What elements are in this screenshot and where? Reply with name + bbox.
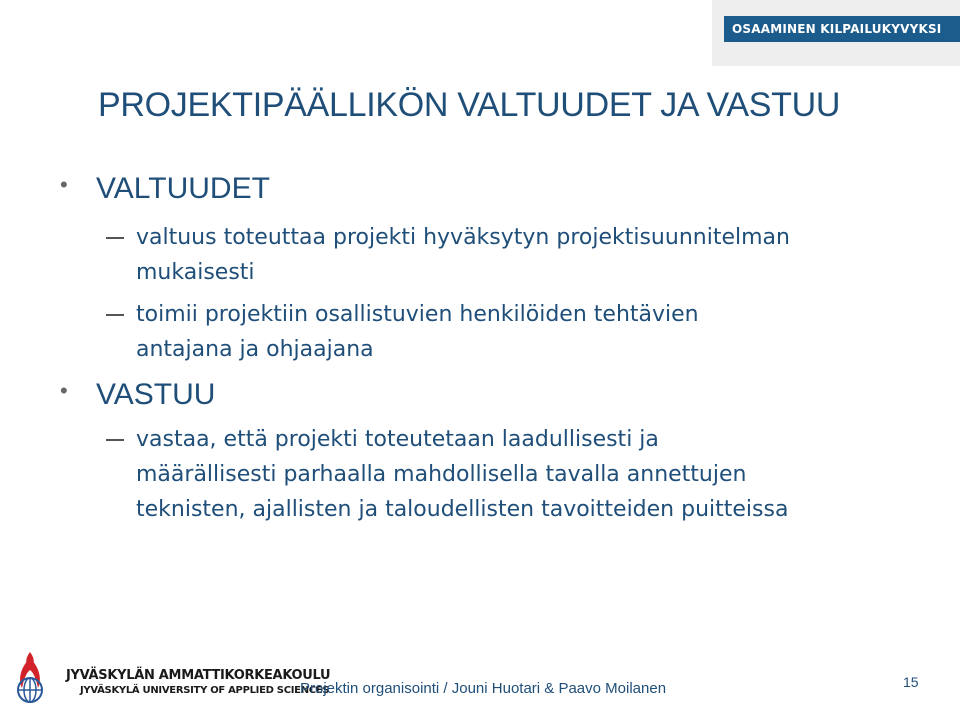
slide-title: PROJEKTIPÄÄLLIKÖN VALTUUDET JA VASTUU — [98, 86, 841, 124]
org-name: JYVÄSKYLÄN AMMATTIKORKEAKOULU — [66, 668, 331, 683]
dash-icon — [106, 237, 124, 239]
dash-icon — [106, 439, 124, 441]
sub-item — [136, 422, 926, 527]
sub-item-line: mukaisesti — [136, 260, 255, 285]
jamk-logo-icon — [10, 648, 50, 708]
bullet-icon: • — [60, 378, 68, 403]
page-number: 15 — [903, 674, 919, 690]
footer-text: Projektin organisointi / Jouni Huotari & Paavo Moilanen — [300, 680, 667, 697]
bullet-heading: VASTUU — [96, 378, 216, 411]
bullet-heading: VALTUUDET — [96, 172, 270, 205]
sub-item — [136, 220, 926, 290]
sub-item — [136, 297, 926, 367]
sub-item-line: määrällisesti parhaalla mahdollisella tavalla annettujen — [136, 462, 747, 487]
sub-item-line: toimii projektiin osallistuvien henkilöiden tehtävien — [136, 302, 699, 327]
sub-item-line: valtuus toteuttaa projekti hyväksytyn projektisuunnitelman — [136, 225, 790, 250]
bullet-valtuudet — [60, 172, 270, 206]
sub-item-line: teknisten, ajallisten ja taloudellisten tavoitteiden puitteissa — [136, 497, 789, 522]
sub-item-line: antajana ja ohjaajana — [136, 337, 374, 362]
banner: OSAAMINEN KILPAILUKYVYKSI — [724, 16, 960, 42]
dash-icon — [106, 314, 124, 316]
sub-item-line: vastaa, että projekti toteutetaan laadullisesti ja — [136, 427, 659, 452]
bullet-vastuu — [60, 378, 216, 412]
org-name-en: JYVÄSKYLÄ UNIVERSITY OF APPLIED SCIENCES — [80, 685, 330, 696]
bullet-icon: • — [60, 172, 68, 197]
